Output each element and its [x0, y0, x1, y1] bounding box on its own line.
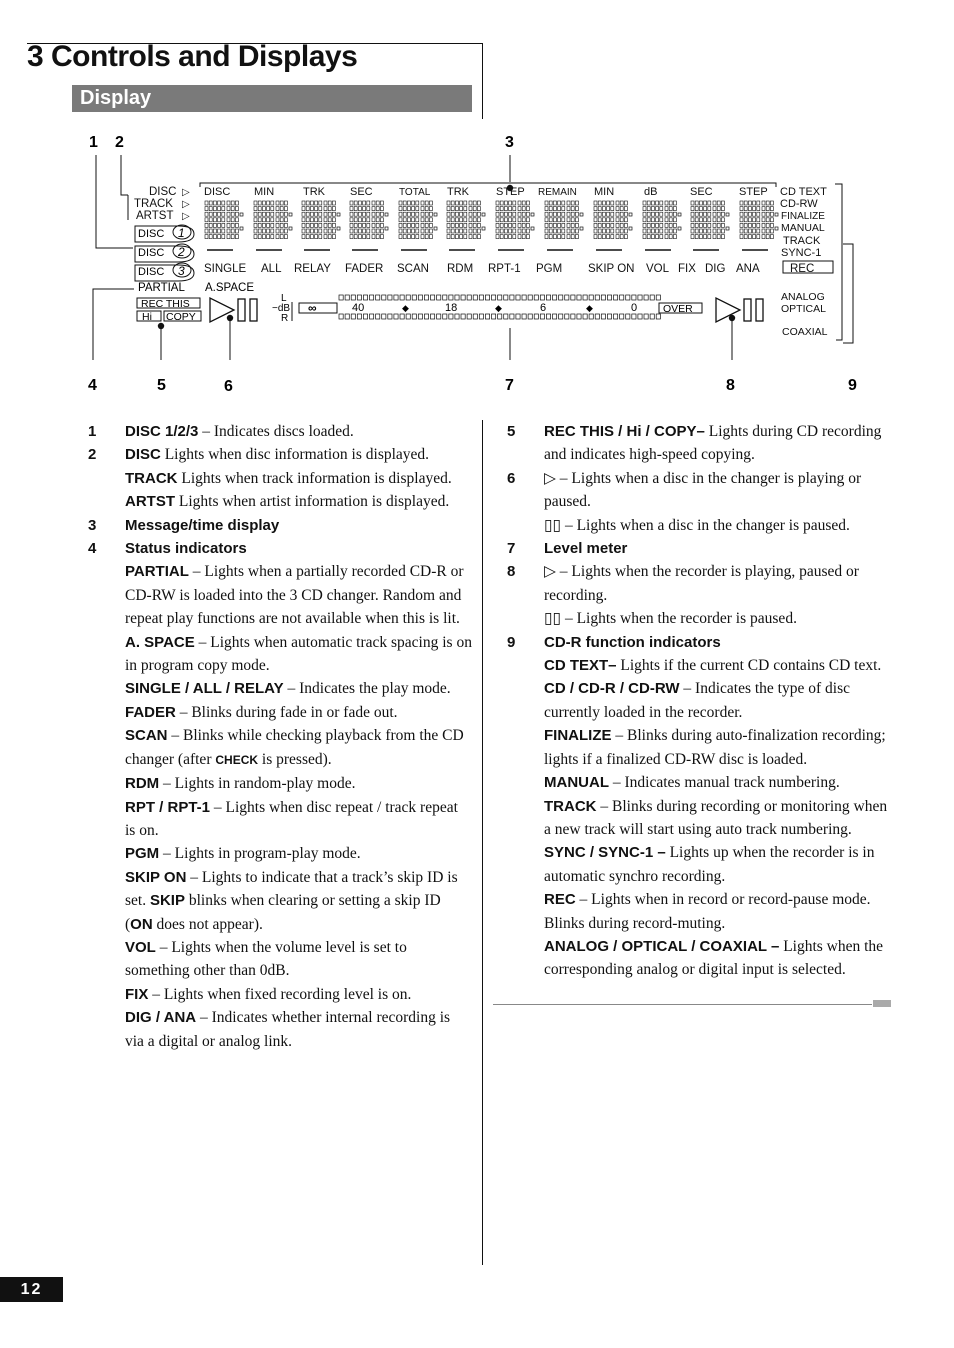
pause-icon: ▯▯ [544, 516, 562, 534]
matrix-char [545, 201, 583, 250]
svg-text:MIN: MIN [594, 186, 615, 198]
matrix-char [691, 201, 729, 250]
callout-5: 5 [157, 377, 166, 394]
svg-text:STEP: STEP [739, 186, 768, 198]
callout-7: 7 [505, 377, 514, 394]
matrix-char [399, 201, 437, 250]
cdr-function-indicators [780, 186, 833, 338]
svg-text:∞: ∞ [308, 301, 317, 315]
page-number: 12 [0, 1277, 63, 1302]
disc-indicator: DISC [149, 186, 177, 198]
pgm-desc: PGM – Lights in program-play mode. [125, 845, 361, 863]
item-9: 9 CD-R function indicators [507, 633, 721, 651]
matrix-char [205, 201, 243, 250]
svg-text:6: 6 [540, 302, 547, 314]
svg-text:3: 3 [178, 264, 185, 278]
svg-text:TRK: TRK [303, 186, 325, 198]
svg-text:2: 2 [178, 245, 185, 259]
svg-text:−dB: −dB [272, 303, 291, 314]
svg-text:STEP: STEP [496, 186, 525, 198]
svg-text:COAXIAL: COAXIAL [782, 326, 828, 338]
svg-text:1: 1 [178, 226, 185, 240]
svg-text:DISC: DISC [138, 228, 165, 240]
fix-desc: FIX – Lights when fixed recording level is on. [125, 985, 412, 1003]
scan-desc: SCAN – Blinks while checking playback from the CD changer (after CHECK is pressed). [125, 727, 464, 768]
item-3: 3 Message/time display [88, 516, 280, 534]
svg-text:RPT-1: RPT-1 [488, 263, 521, 275]
meter-segments [339, 295, 660, 300]
svg-text:MIN: MIN [254, 186, 275, 198]
recorder-play-icon [716, 298, 740, 322]
svg-text:DISC: DISC [138, 266, 165, 278]
callout-2: 2 [115, 134, 124, 151]
item-5: 5 REC THIS / Hi / COPY– Lights during CD recording and indicates high-speed copying. [507, 423, 882, 464]
svg-text:0: 0 [631, 302, 638, 314]
pause-icon: ▯▯ [544, 610, 562, 628]
item-4: 4 Status indicators [88, 540, 247, 558]
disc-2-indicator [135, 244, 194, 262]
svg-text:PGM: PGM [536, 263, 563, 275]
callout-dot-6 [227, 315, 233, 321]
svg-text:◆: ◆ [402, 303, 409, 313]
analog-desc: ANALOG / OPTICAL / COAXIAL – Lights when the corresponding analog or digital input is selected. [544, 937, 884, 979]
column-divider [482, 420, 483, 1265]
svg-text:L: L [281, 293, 287, 304]
meter-segments [339, 314, 660, 319]
svg-text:RDM: RDM [447, 263, 474, 275]
svg-text:OVER: OVER [663, 303, 693, 315]
svg-text:DISC: DISC [204, 186, 231, 198]
top-labels [204, 186, 768, 198]
svg-text:CD-RW: CD-RW [780, 198, 818, 210]
track-indicator: TRACK [134, 198, 173, 210]
rec-desc: REC – Lights when in record or record-pause mode. Blinks during record-muting. [544, 891, 871, 932]
display-diagram [0, 0, 954, 420]
recorder-pause-icon [744, 299, 751, 321]
dig-desc: DIG / ANA – Indicates whether internal recording is via a digital or analog link. [125, 1009, 451, 1050]
svg-text:FINALIZE: FINALIZE [781, 211, 825, 222]
item-1: 1 DISC 1/2/3 – Indicates discs loaded. [88, 423, 354, 440]
svg-text:DISC: DISC [138, 247, 165, 259]
item-6: 6 ▷ – Lights when a disc in the changer is playing or paused. ▯▯ – Lights when a disc in the changer is paused. [507, 469, 862, 534]
svg-text:TOTAL: TOTAL [399, 187, 431, 198]
disc-3-indicator [135, 263, 194, 281]
rec-this-indicator: REC THIS [141, 298, 190, 310]
callout-9: 9 [848, 377, 857, 394]
svg-text:▷: ▷ [182, 199, 190, 210]
matrix-char [350, 201, 388, 250]
svg-text:FADER: FADER [345, 263, 384, 275]
vol-desc: VOL – Lights when the volume level is set to something other than 0dB. [125, 938, 407, 980]
section-end-marker [873, 1000, 891, 1007]
svg-text:▷: ▷ [182, 187, 190, 198]
matrix-char [496, 201, 534, 250]
dot-matrix-display [205, 201, 778, 250]
rpt-desc: RPT / RPT-1 – Lights when disc repeat / track repeat is on. [125, 798, 458, 839]
svg-text:TRK: TRK [447, 186, 469, 198]
svg-text:RELAY: RELAY [294, 263, 331, 275]
left-column [88, 420, 472, 1053]
svg-text:18: 18 [445, 302, 458, 314]
partial-desc: PARTIAL – Lights when a partially recorded CD-R or CD-RW is loaded into the 3 CD changer. Random and repeat play functions are not available when this is lit. [125, 563, 464, 628]
callout-8: 8 [726, 377, 735, 394]
play-icon: ▷ [544, 563, 556, 581]
rdm-desc: RDM – Lights in random-play mode. [125, 775, 356, 793]
svg-text:ANALOG: ANALOG [781, 291, 825, 303]
svg-text:▷: ▷ [182, 211, 190, 222]
svg-text:R: R [281, 313, 289, 324]
level-meter [272, 293, 702, 324]
right-column [507, 420, 895, 982]
svg-text:SKIP ON: SKIP ON [588, 263, 635, 275]
svg-text:SEC: SEC [350, 186, 373, 198]
hi-indicator: Hi [142, 311, 152, 323]
svg-text:SEC: SEC [690, 186, 713, 198]
item-2: 2 DISC Lights when disc information is displayed. TRACK Lights when track information is displayed. ARTST Lights when artist information is displayed. [88, 446, 452, 511]
cdtext-desc: CD TEXT– Lights if the current CD contains CD text. [544, 657, 882, 675]
cdtype-desc: CD / CD-R / CD-RW – Indicates the type of disc currently loaded in the recorder. [544, 680, 850, 721]
mode-labels [204, 263, 760, 275]
matrix-char [740, 201, 778, 250]
changer-pause-icon [238, 299, 245, 321]
section-end-rule [493, 1004, 872, 1005]
item-7: 7 Level meter [507, 540, 628, 558]
svg-text:CD TEXT: CD TEXT [780, 186, 827, 198]
svg-text:DIG: DIG [705, 263, 726, 275]
svg-text:dB: dB [644, 186, 658, 198]
svg-text:VOL: VOL [646, 263, 670, 275]
matrix-char [643, 201, 681, 250]
artst-indicator: ARTST [136, 210, 174, 222]
svg-text:SYNC-1: SYNC-1 [781, 247, 822, 259]
svg-text:FIX: FIX [678, 263, 696, 275]
svg-text:MANUAL: MANUAL [781, 222, 825, 234]
play-icon: ▷ [544, 469, 556, 487]
finalize-desc: FINALIZE – Blinks during auto-finalization recording; lights if a finalized CD-RW disc is loaded. [544, 727, 886, 768]
single-desc: SINGLE / ALL / RELAY – Indicates the play mode. [125, 680, 451, 698]
item-8: 8 ▷ – Lights when the recorder is playing, paused or recording. ▯▯ – Lights when the recorder is paused. [507, 563, 859, 628]
aspace-indicator: A.SPACE [205, 282, 254, 294]
manual-desc: MANUAL – Indicates manual track numbering. [544, 774, 840, 792]
callout-dot-5 [158, 323, 164, 329]
callout-1: 1 [89, 134, 98, 151]
svg-text:ALL: ALL [261, 263, 282, 275]
svg-text:◆: ◆ [586, 303, 593, 313]
partial-indicator: PARTIAL [138, 282, 185, 294]
disc-1-indicator [135, 225, 194, 242]
svg-text:SCAN: SCAN [397, 263, 429, 275]
callout-3: 3 [505, 134, 514, 151]
copy-indicator: COPY [166, 311, 196, 323]
matrix-char [594, 201, 632, 250]
callout-4: 4 [88, 377, 97, 394]
sync-desc: SYNC / SYNC-1 – Lights up when the recorder is in automatic synchro recording. [544, 844, 875, 885]
track-desc: TRACK – Blinks during recording or monitoring when a new track will start using auto track numbering. [544, 797, 888, 838]
svg-text:OPTICAL: OPTICAL [781, 303, 826, 315]
skip-desc: SKIP ON – Lights to indicate that a track’s skip ID is set. SKIP blinks when clearing or setting a skip ID (ON does not appear). [125, 868, 458, 933]
matrix-char [447, 201, 485, 250]
matrix-char [302, 201, 340, 250]
aspace-desc: A. SPACE – Lights when automatic track spacing is on in program copy mode. [125, 633, 472, 675]
svg-text:REC: REC [790, 263, 815, 275]
svg-text:◆: ◆ [495, 303, 502, 313]
callout-6: 6 [224, 378, 233, 395]
section-title: Display [72, 85, 472, 112]
fader-desc: FADER – Blinks during fade in or fade out. [125, 703, 398, 721]
chapter-title: 3 Controls and Displays [27, 40, 358, 73]
svg-text:ANA: ANA [736, 263, 760, 275]
matrix-char [254, 201, 292, 250]
svg-text:SINGLE: SINGLE [204, 263, 247, 275]
svg-text:REMAIN: REMAIN [538, 187, 577, 198]
svg-text:40: 40 [352, 302, 365, 314]
svg-text:TRACK: TRACK [783, 235, 821, 247]
